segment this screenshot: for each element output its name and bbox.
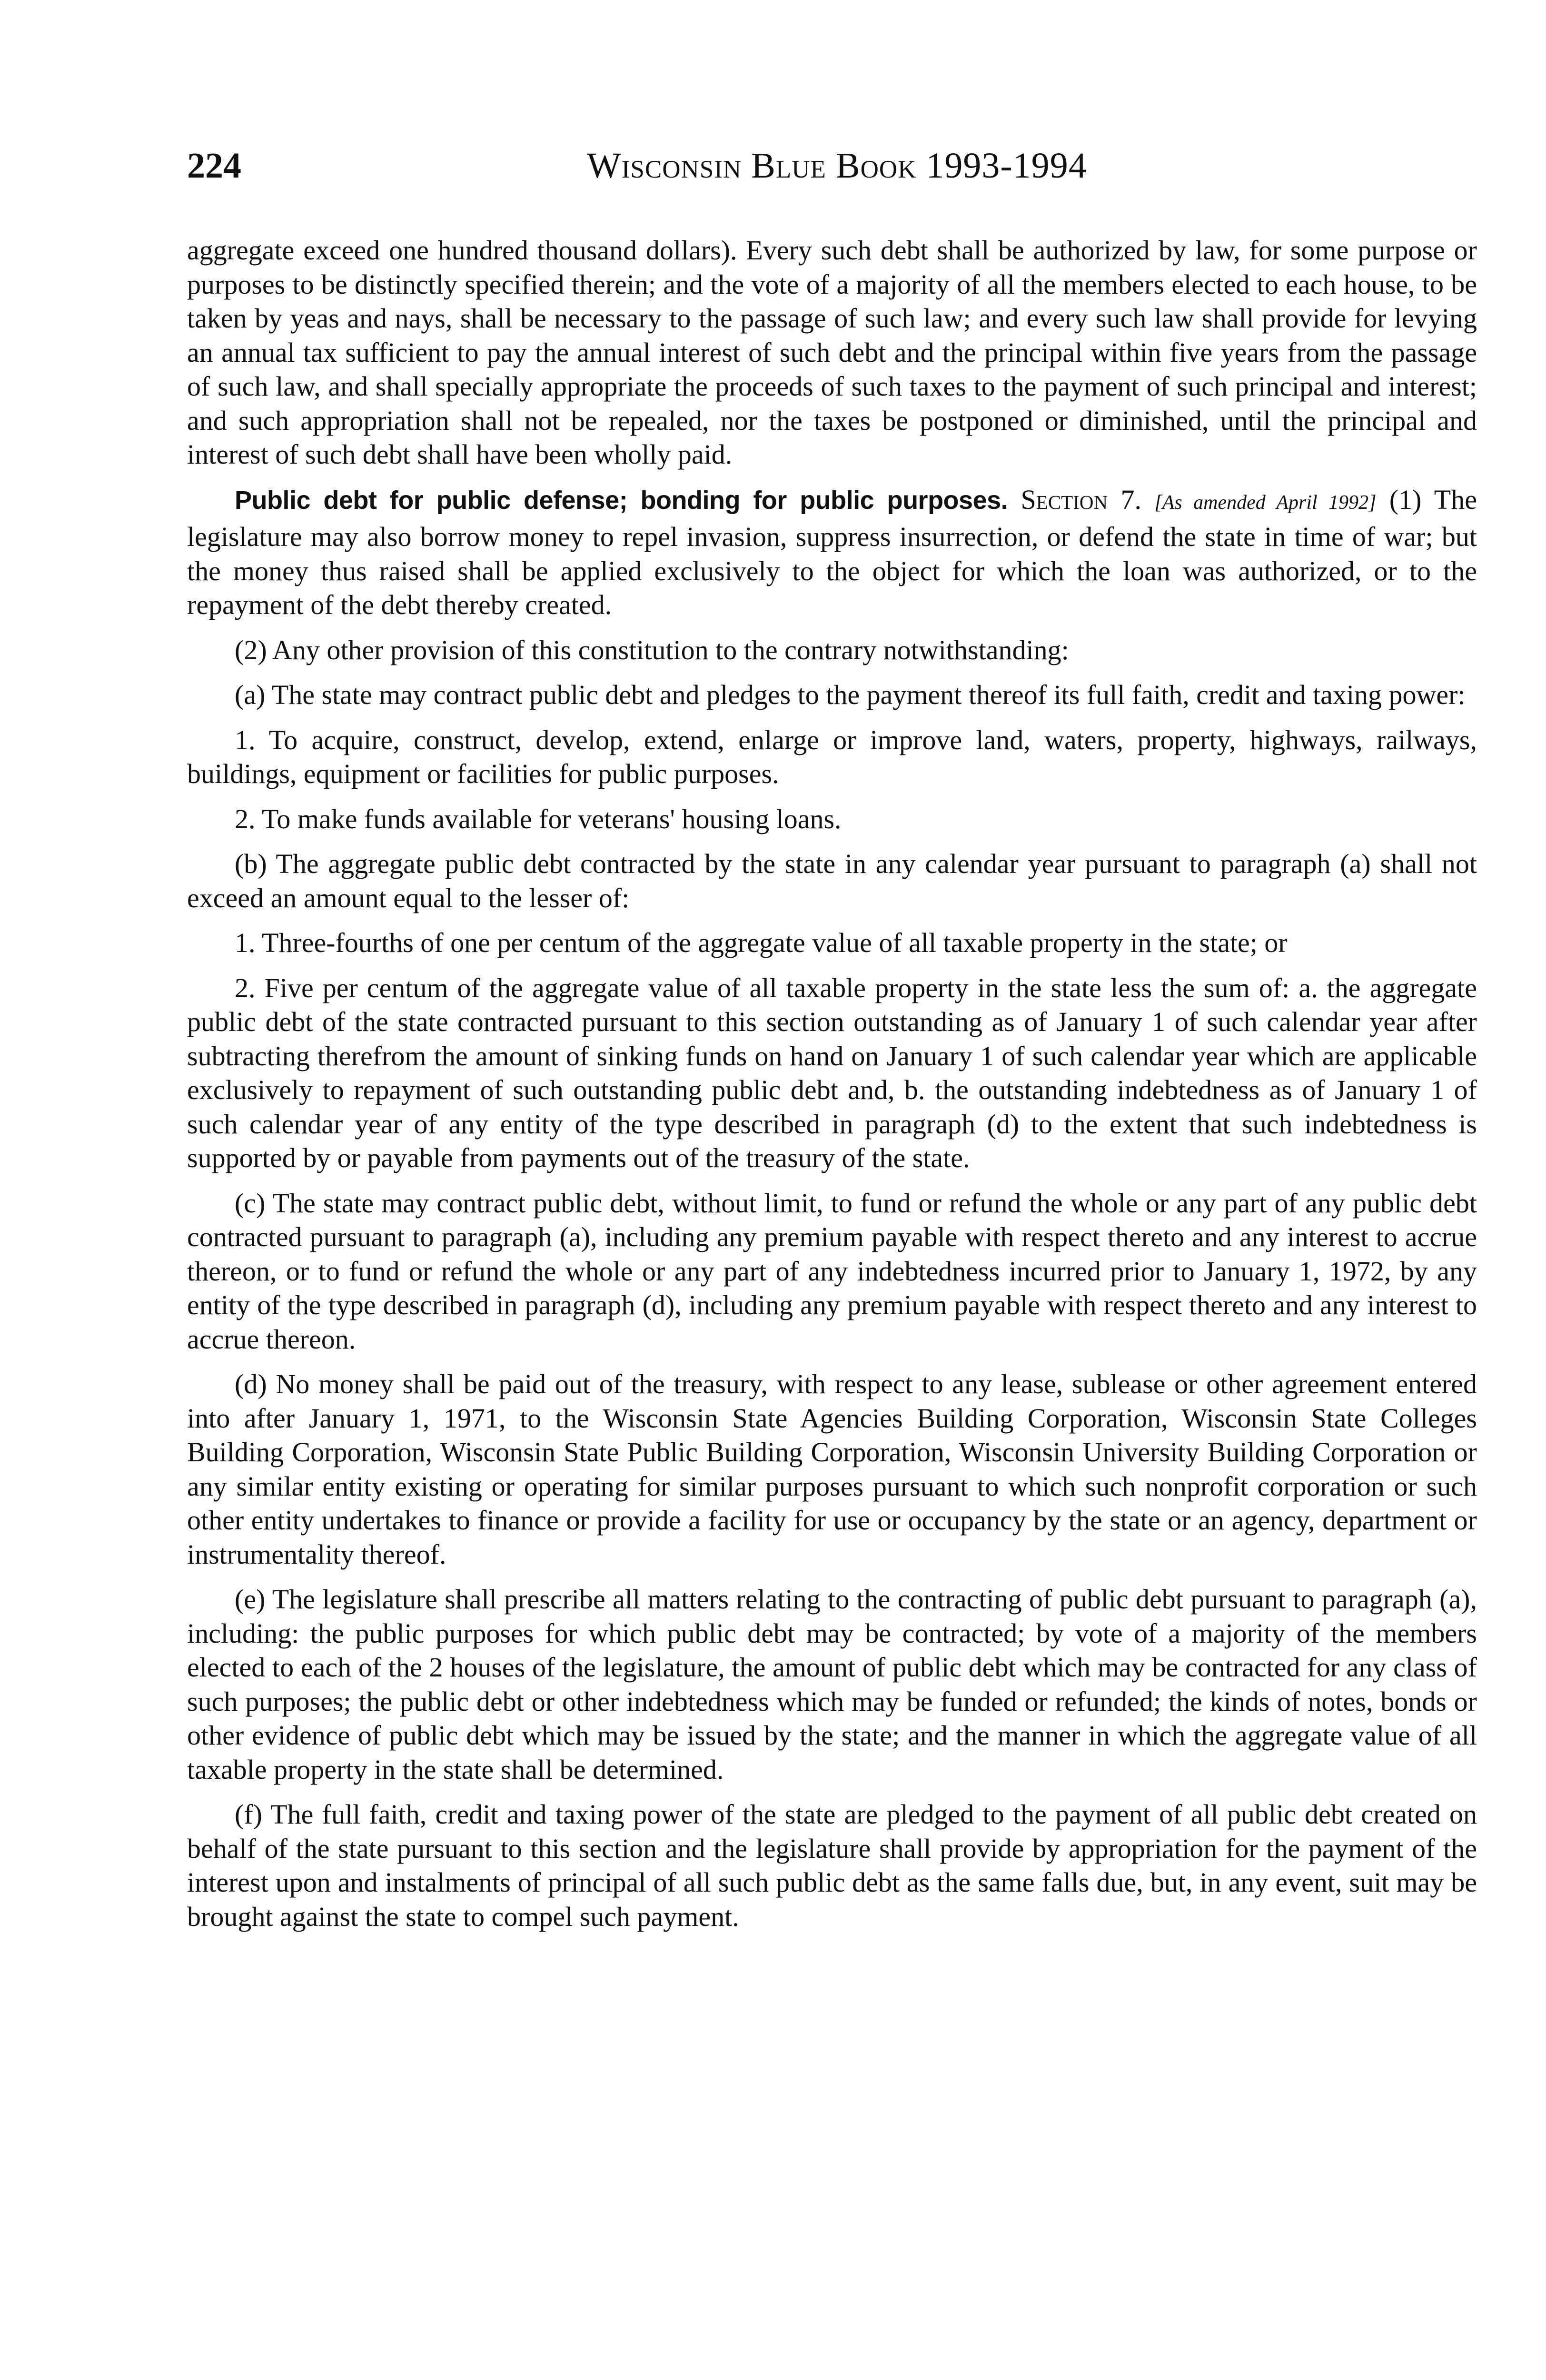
amendment-note: [As amended April 1992] bbox=[1154, 491, 1377, 514]
paragraph-2b-1: 1. Three-fourths of one per centum of the aggregate value of all taxable property in the state; or bbox=[235, 927, 1288, 958]
running-head: Wisconsin Blue Book 1993-1994 bbox=[587, 146, 1087, 186]
section-heading: Public debt for public defense; bonding for public purposes. bbox=[235, 486, 1008, 515]
body-text bbox=[187, 233, 1477, 1944]
paragraph-2b: (b) The aggregate public debt contracted by the state in any calendar year pursuant to paragraph (a) shall not exceed an amount equal to the lesser of: bbox=[187, 848, 1477, 913]
paragraph-2a-2: 2. To make funds available for veterans' housing loans. bbox=[235, 803, 842, 834]
section-label: Section 7. bbox=[1021, 484, 1141, 515]
page-header bbox=[187, 142, 1482, 199]
paragraph-2f: (f) The full faith, credit and taxing power of the state are pledged to the payment of all public debt created on behalf of the state pursuant to this section and the legislature shall provide by appropriation for the payment of the interest upon and instalments of principal of all such public debt as the same falls due, but, in any event, suit may be brought against the state to compel such payment. bbox=[187, 1799, 1477, 1932]
paragraph-continued: aggregate exceed one hundred thousand dollars). Every such debt shall be authorized by law, for some purpose or purposes to be distinctly specified therein; and the vote of a majority of all the members elected to each house, to be taken by yeas and nays, shall be necessary to the passage of such law; and every such law shall provide for levying an annual tax sufficient to pay the annual interest of such debt and the principal within five years from the passage of such law, and shall specially appropriate the proceeds of such taxes to the payment of such principal and interest; and such appropriation shall not be repealed, nor the taxes be postponed or diminished, until the principal and interest of such debt shall have been wholly paid. bbox=[187, 235, 1477, 470]
section-7-paragraph bbox=[187, 483, 1477, 622]
paragraph-2d: (d) No money shall be paid out of the treasury, with respect to any lease, sublease or other agreement entered into after January 1, 1971, to the Wisconsin State Agencies Building Corporation, Wisconsin State Colleges Building Corporation, Wisconsin State Public Building Corporation, Wisconsin University Building Corporation or any similar entity existing or operating for similar purposes pursuant to which such nonprofit corporation or such other entity undertakes to finance or provide a facility for use or occupancy by the state or an agency, department or instrumentality thereof. bbox=[187, 1368, 1477, 1570]
paragraph-2e: (e) The legislature shall prescribe all matters relating to the contracting of public debt pursuant to paragraph (a), including: the public purposes for which public debt may be contracted; by vote of a majority of the members elected to each of the 2 houses of the legislature, the amount of public debt which may be contracted for any class of such purposes; the public debt or other indebtedness which may be funded or refunded; the kinds of notes, bonds or other evidence of public debt which may be issued by the state; and the manner in which the aggregate value of all taxable property in the state shall be determined. bbox=[187, 1584, 1477, 1785]
paragraph-2: (2) Any other provision of this constitution to the contrary notwithstanding: bbox=[235, 634, 1069, 665]
paragraph-1-text: (1) The legislature may also borrow money to repel invasion, suppress insurrection, or defend the state in time of war; but the money thus raised shall be applied exclusively to the object for which the loan was authorized, or to the repayment of the debt thereby created. bbox=[187, 484, 1477, 620]
paragraph-2b-2: 2. Five per centum of the aggregate value of all taxable property in the state less the sum of: a. the aggregate public debt of the state contracted pursuant to this section outstanding as of January 1 of such calendar year after subtracting therefrom the amount of sinking funds on hand on January 1 of such calendar year which are applicable exclusively to repayment of such outstanding public debt and, b. the outstanding indebtedness as of January 1 of such calendar year of any entity of the type described in paragraph (d) to the extent that such indebtedness is supported by or payable from payments out of the treasury of the state. bbox=[187, 972, 1477, 1173]
page-number: 224 bbox=[187, 146, 241, 186]
paragraph-2a-1: 1. To acquire, construct, develop, extend, enlarge or improve land, waters, property, highways, railways, buildings, equipment or facilities for public purposes. bbox=[187, 724, 1477, 789]
paragraph-2a: (a) The state may contract public debt and pledges to the payment thereof its full faith, credit and taxing power: bbox=[235, 679, 1466, 710]
paragraph-2c: (c) The state may contract public debt, without limit, to fund or refund the whole or any part of any public debt contracted pursuant to paragraph (a), including any premium payable with respect thereto and any interest to accrue thereon, or to fund or refund the whole or any part of any indebtedness incurred prior to January 1, 1972, by any entity of the type described in paragraph (d), including any premium payable with respect thereto and any interest to accrue thereon. bbox=[187, 1187, 1477, 1355]
